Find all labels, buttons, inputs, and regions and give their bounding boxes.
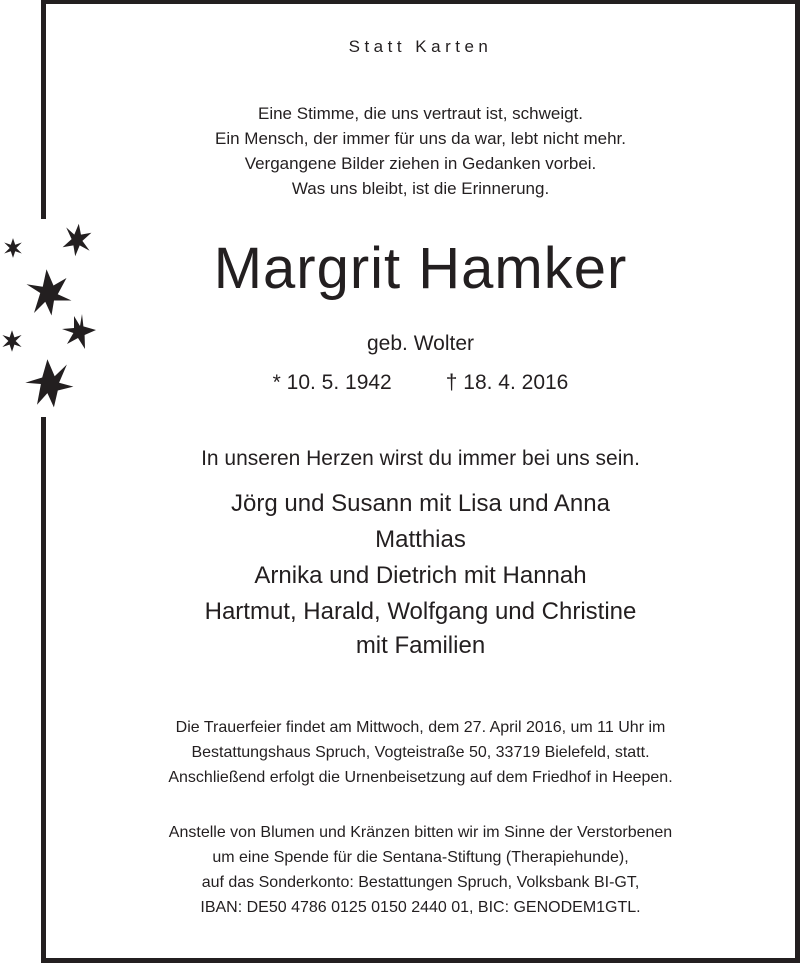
birth-date: * 10. 5. 1942 bbox=[272, 371, 392, 394]
mourner-line: Hartmut, Harald, Wolfgang und Christine bbox=[204, 598, 637, 625]
star-icon bbox=[2, 237, 24, 259]
bank-details: IBAN: DE50 4786 0125 0150 2440 01, BIC: GENODEM1GTL. bbox=[200, 899, 641, 916]
ceremony-line: Bestattungshaus Spruch, Vogteistraße 50, 33719 Bielefeld, statt. bbox=[191, 744, 650, 761]
death-date: † 18. 4. 2016 bbox=[445, 371, 569, 394]
poem-line: Eine Stimme, die uns vertraut ist, schweigt. bbox=[257, 104, 584, 123]
ceremony-line: Anschließend erfolgt die Urnenbeisetzung auf dem Friedhof in Heepen. bbox=[168, 769, 673, 786]
life-dates bbox=[46, 368, 795, 398]
frame-border-bottom bbox=[41, 958, 800, 963]
donation-info bbox=[46, 820, 795, 920]
star-icon bbox=[0, 329, 24, 353]
memorial-motto: In unseren Herzen wirst du immer bei uns sein. bbox=[201, 447, 640, 470]
deceased-name: Margrit Hamker bbox=[213, 236, 628, 301]
notice-heading: Statt Karten bbox=[348, 37, 493, 56]
maiden-name: geb. Wolter bbox=[367, 332, 474, 355]
mourner-line: Arnika und Dietrich mit Hannah bbox=[254, 562, 587, 589]
mourner-line: Matthias bbox=[375, 526, 466, 553]
donation-line: um eine Spende für die Sentana-Stiftung (Therapiehunde), bbox=[212, 849, 629, 866]
frame-border-right bbox=[795, 0, 800, 963]
donation-line: auf das Sonderkonto: Bestattungen Spruch, Volksbank BI-GT, bbox=[201, 874, 640, 891]
poem bbox=[46, 101, 795, 201]
poem-line: Ein Mensch, der immer für uns da war, lebt nicht mehr. bbox=[214, 129, 626, 148]
mourner-line: mit Familien bbox=[355, 632, 486, 659]
poem-line: Vergangene Bilder ziehen in Gedanken vorbei. bbox=[244, 154, 597, 173]
mourners-list bbox=[46, 486, 795, 662]
ceremony-line: Die Trauerfeier findet am Mittwoch, dem 27. April 2016, um 11 Uhr im bbox=[175, 719, 666, 736]
poem-line: Was uns bleibt, ist die Erinnerung. bbox=[291, 179, 550, 198]
mourner-line: Jörg und Susann mit Lisa und Anna bbox=[231, 490, 610, 517]
ceremony-info bbox=[46, 715, 795, 790]
frame-border-top bbox=[41, 0, 800, 4]
donation-line: Anstelle von Blumen und Kränzen bitten wir im Sinne der Verstorbenen bbox=[168, 824, 673, 841]
